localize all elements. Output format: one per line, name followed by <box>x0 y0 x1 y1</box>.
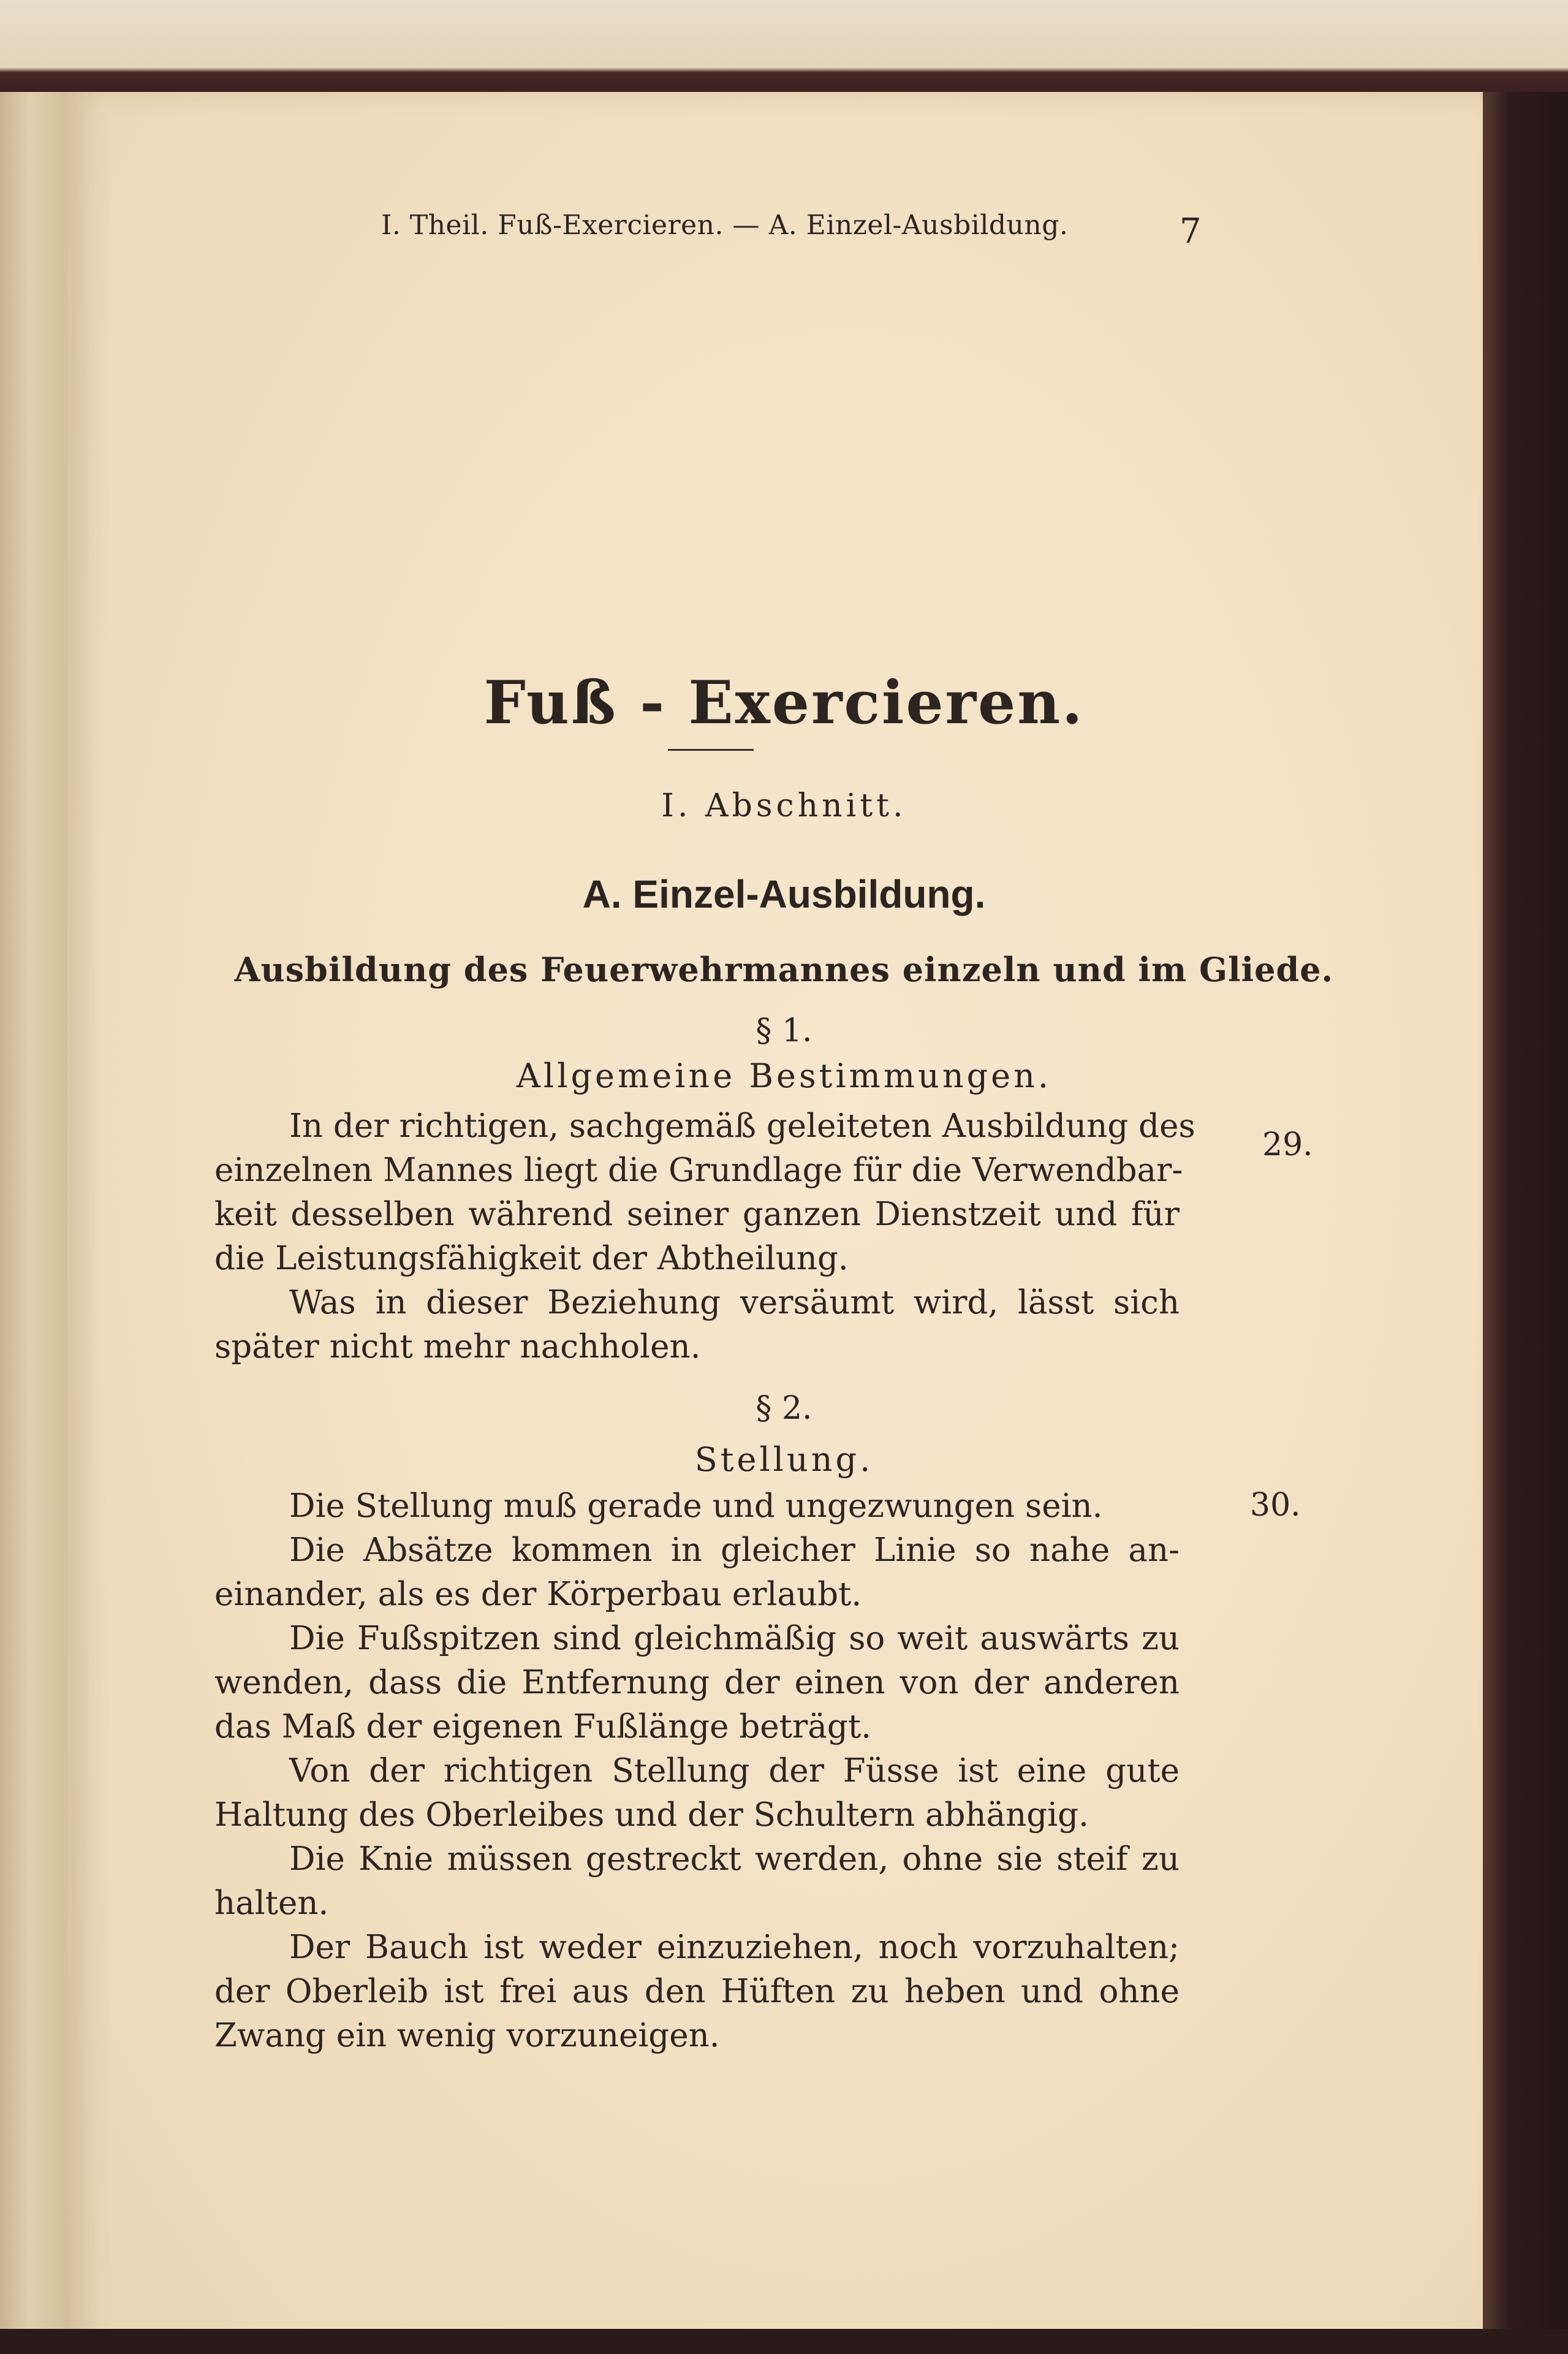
body-line: Die Fußspitzen sind gleichmäßig so weit auswärts zu <box>289 1620 1180 1657</box>
body-line: Die Knie müssen gestreckt werden, ohne sie steif zu <box>289 1840 1180 1878</box>
paragraph-2-title: Stellung. <box>694 1440 874 1479</box>
body-line: Zwang ein wenig vorzuneigen. <box>214 2017 720 2054</box>
body-line: Haltung des Oberleibes und der Schultern abhängig. <box>214 1796 1089 1834</box>
margin-number-29: 29. <box>1262 1126 1313 1163</box>
book-cover-edge <box>1483 92 1568 2354</box>
body-line: einander, als es der Körperbau erlaubt. <box>214 1576 862 1613</box>
page-number: 7 <box>1180 211 1202 251</box>
body-line: wenden, dass die Entfernung der einen von der anderen <box>214 1664 1180 1701</box>
body-line: Was in dieser Beziehung versäumt wird, lässt sich <box>289 1284 1180 1321</box>
body-line: Die Absätze kommen in gleicher Linie so nahe an- <box>289 1532 1180 1569</box>
book-spine <box>0 92 74 2354</box>
body-line: In der richtigen, sachgemäß geleiteten Ausbildung des <box>289 1107 1195 1145</box>
body-line: keit desselben während seiner ganzen Dienstzeit und für <box>214 1196 1180 1233</box>
body-line: Die Stellung muß gerade und ungezwungen sein. <box>289 1487 1103 1525</box>
body-line: später nicht mehr nachholen. <box>214 1328 701 1365</box>
title-rule <box>668 749 754 751</box>
subsection-title: A. Einzel-Ausbildung. <box>582 872 986 916</box>
body-line: einzelnen Mannes liegt die Grundlage für die Verwendbar- <box>214 1152 1183 1189</box>
body-line: halten. <box>214 1885 329 1922</box>
paragraph-2-symbol: § 2. <box>756 1390 812 1427</box>
body-line: der Oberleib ist frei aus den Hüften zu heben und ohne <box>214 1973 1180 2010</box>
chapter-title: Fuß - Exercieren. <box>483 668 1085 737</box>
book-cover-bottom <box>0 2329 1568 2354</box>
body-line: Der Bauch ist weder einzuziehen, noch vorzuhalten; <box>289 1929 1180 1966</box>
section-label: I. Abschnitt. <box>661 788 907 824</box>
running-header: I. Theil. Fuß-Exercieren. — A. Einzel-Ausbildung. <box>381 210 1069 241</box>
book-top-edge <box>0 0 1568 92</box>
paragraph-1-title: Allgemeine Bestimmungen. <box>516 1057 1052 1095</box>
subsection-description: Ausbildung des Feuerwehrmannes einzeln und im Gliede. <box>234 950 1334 989</box>
paragraph-1-symbol: § 1. <box>756 1012 812 1049</box>
body-line: das Maß der eigenen Fußlänge beträgt. <box>214 1708 871 1745</box>
body-line: die Leistungsfähigkeit der Abtheilung. <box>214 1240 849 1277</box>
body-line: Von der richtigen Stellung der Füsse ist eine gute <box>289 1752 1180 1790</box>
margin-number-30: 30. <box>1250 1487 1301 1524</box>
